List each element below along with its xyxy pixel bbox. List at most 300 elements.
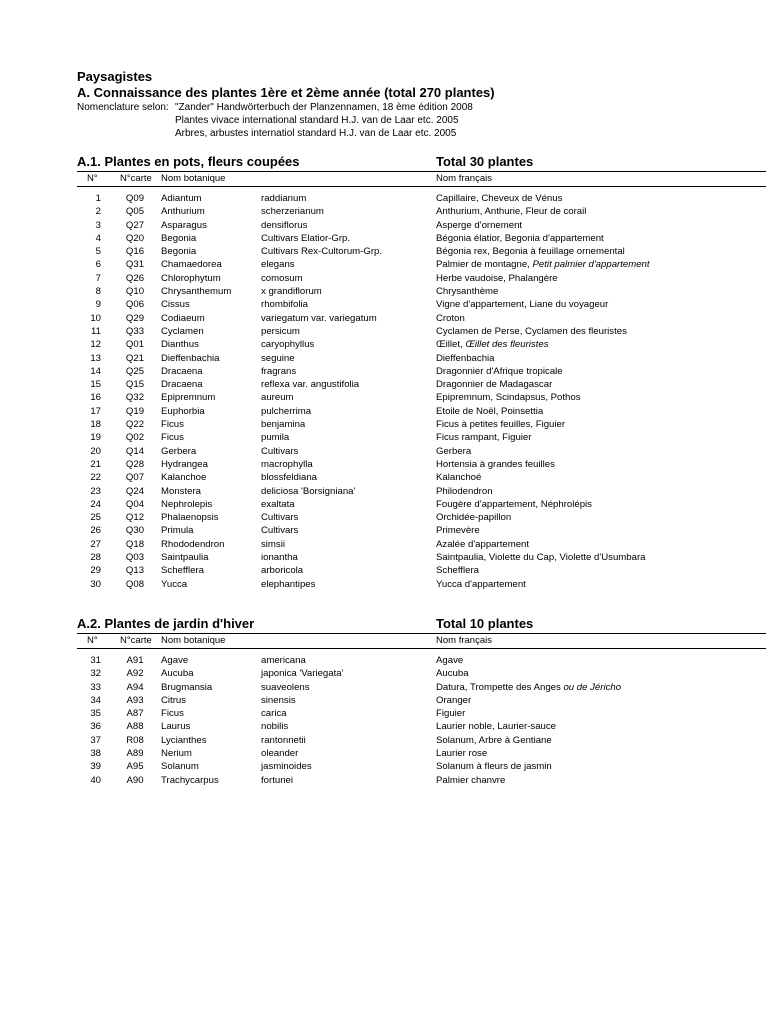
column-header-number: N° (87, 173, 98, 184)
french-name-text: Oranger (436, 694, 472, 706)
species-name: Cultivars (261, 512, 299, 524)
table-row (77, 285, 766, 298)
genus-name: Kalanchoe (161, 472, 207, 484)
genus-name: Chrysanthemum (161, 286, 232, 298)
french-name (436, 774, 505, 787)
column-header-botanical: Nom botanique (161, 635, 226, 646)
table-row (77, 205, 766, 218)
species-name: macrophylla (261, 458, 313, 470)
french-name (436, 258, 650, 271)
species-name: elephantipes (261, 578, 316, 590)
card-number: Q33 (125, 325, 145, 337)
row-number: 23 (90, 485, 101, 497)
card-number: Q08 (125, 578, 145, 590)
card-number: Q09 (125, 193, 145, 204)
table-row (77, 232, 766, 245)
french-name (436, 681, 621, 694)
french-name (436, 285, 498, 298)
card-number: Q03 (125, 552, 145, 564)
species-name: comosum (261, 272, 303, 284)
french-name (436, 720, 556, 733)
section-title: A.2. Plantes de jardin d'hiver (77, 616, 255, 631)
french-name (436, 338, 549, 351)
french-name (436, 667, 469, 680)
genus-name: Nephrolepis (161, 498, 213, 510)
table-row (77, 667, 766, 680)
row-number: 4 (95, 232, 101, 244)
column-header-french: Nom français (436, 635, 492, 646)
genus-name: Chlorophytum (161, 272, 221, 284)
french-name (436, 391, 581, 404)
row-number: 10 (90, 312, 101, 324)
species-name: raddianum (261, 193, 307, 204)
card-number: Q02 (125, 432, 145, 444)
table-row (77, 338, 766, 351)
row-number: 5 (95, 246, 101, 258)
species-name: elegans (261, 259, 295, 271)
row-number: 25 (90, 512, 101, 524)
table-row (77, 192, 766, 205)
table-row (77, 312, 766, 325)
french-name-text: Agave (436, 655, 464, 666)
species-name: Cultivars Elatior-Grp. (261, 232, 351, 244)
card-number: A92 (126, 668, 144, 680)
row-number: 32 (90, 668, 101, 680)
card-number: Q28 (125, 458, 145, 470)
species-name: suaveolens (261, 681, 310, 693)
french-name (436, 458, 555, 471)
column-header-card: N°carte (120, 173, 152, 184)
species-name: Cultivars Rex-Cultorum-Grp. (261, 246, 383, 258)
row-number: 11 (91, 325, 101, 337)
species-name: americana (261, 655, 306, 666)
row-number: 18 (90, 419, 101, 431)
card-number: Q13 (125, 565, 145, 577)
french-name-text: Cyclamen de Perse, Cyclamen des fleuristes (436, 325, 627, 337)
genus-name: Saintpaulia (161, 552, 209, 564)
french-name-text: Fougère d'appartement, Néphrolépis (436, 498, 592, 510)
plant-table-a1 (77, 192, 766, 591)
french-name (436, 445, 471, 458)
row-number: 7 (95, 272, 101, 284)
row-number: 27 (90, 538, 101, 550)
french-name-text: Dragonnier de Madagascar (436, 379, 553, 391)
document-subtitle: A. Connaissance des plantes 1ère et 2ème année (total 270 plantes) (77, 85, 495, 100)
genus-name: Ficus (161, 708, 184, 720)
document-title: Paysagistes (77, 69, 153, 84)
table-row (77, 445, 766, 458)
table-row (77, 418, 766, 431)
card-number: Q29 (125, 312, 145, 324)
french-name (436, 707, 465, 720)
french-name-text: Saintpaulia, Violette du Cap, Violette d'Usumbara (436, 552, 646, 564)
table-row (77, 720, 766, 733)
species-name: fortunei (261, 774, 293, 786)
card-number: Q01 (125, 339, 145, 351)
species-name: benjamina (261, 419, 306, 431)
species-name: scherzerianum (261, 206, 324, 218)
species-name: jasminoides (261, 761, 312, 773)
section-total: Total 30 plantes (436, 154, 534, 169)
genus-name: Agave (161, 655, 189, 666)
genus-name: Euphorbia (161, 405, 205, 417)
nomenclature-line: Plantes vivace international standard H.J. van de Laar etc. 2005 (175, 115, 459, 126)
french-name-text: Aucuba (436, 668, 469, 680)
genus-name: Monstera (161, 485, 201, 497)
table-row (77, 391, 766, 404)
row-number: 26 (90, 525, 101, 537)
genus-name: Asparagus (161, 219, 207, 231)
species-name: aureum (261, 392, 294, 404)
card-number: A94 (126, 681, 144, 693)
french-name-text: Gerbera (436, 445, 472, 457)
french-name-italic: Petit palmier d'appartement (532, 259, 650, 271)
table-header (77, 171, 766, 187)
table-header (77, 633, 766, 649)
genus-name: Begonia (161, 246, 197, 258)
card-number: Q30 (125, 525, 145, 537)
card-number: A87 (126, 708, 144, 720)
table-row (77, 365, 766, 378)
row-number: 38 (90, 748, 101, 760)
french-name-text: Kalanchoé (436, 472, 482, 484)
french-name-text: Chrysanthème (436, 286, 499, 298)
genus-name: Dracaena (161, 379, 203, 391)
genus-name: Begonia (161, 232, 197, 244)
french-name (436, 578, 526, 591)
genus-name: Anthurium (161, 206, 205, 218)
species-name: persicum (261, 325, 300, 337)
table-row (77, 654, 766, 667)
table-row (77, 734, 766, 747)
table-row (77, 578, 766, 591)
french-name-text: Etoile de Noël, Poinsettia (436, 405, 544, 417)
species-name: pulcherrima (261, 405, 312, 417)
table-row (77, 747, 766, 760)
card-number: A91 (126, 655, 144, 666)
species-name: exaltata (261, 498, 295, 510)
species-name: arboricola (261, 565, 304, 577)
card-number: Q20 (125, 232, 145, 244)
genus-name: Ficus (161, 419, 184, 431)
table-row (77, 485, 766, 498)
row-number: 6 (95, 259, 101, 271)
table-row (77, 378, 766, 391)
french-name-text: Laurier rose (436, 748, 488, 760)
table-row (77, 564, 766, 577)
french-name (436, 418, 565, 431)
species-name: Cultivars (261, 525, 299, 537)
row-number: 36 (90, 721, 101, 733)
french-name (436, 245, 625, 258)
table-row (77, 681, 766, 694)
french-name (436, 471, 481, 484)
table-row (77, 458, 766, 471)
genus-name: Chamaedorea (161, 259, 222, 271)
species-name: simsii (261, 538, 285, 550)
card-number: A90 (126, 774, 144, 786)
genus-name: Primula (161, 525, 194, 537)
table-row (77, 258, 766, 271)
genus-name: Yucca (161, 578, 188, 590)
french-name (436, 352, 495, 365)
table-row (77, 272, 766, 285)
row-number: 20 (90, 445, 101, 457)
genus-name: Nerium (161, 748, 192, 760)
genus-name: Codiaeum (161, 312, 205, 324)
french-name (436, 694, 471, 707)
genus-name: Citrus (161, 694, 187, 706)
species-name: caryophyllus (261, 339, 315, 351)
species-name: densiflorus (261, 219, 308, 231)
nomenclature-line: "Zander" Handwörterbuch der Planzennamen, 18 ème édition 2008 (175, 102, 473, 113)
french-name (436, 524, 480, 537)
french-name (436, 654, 463, 667)
row-number: 40 (90, 774, 101, 786)
table-row (77, 498, 766, 511)
species-name: seguine (261, 352, 295, 364)
card-number: Q26 (125, 272, 145, 284)
table-row (77, 538, 766, 551)
card-number: Q21 (125, 352, 145, 364)
french-name (436, 272, 558, 285)
french-name (436, 734, 552, 747)
row-number: 28 (90, 552, 101, 564)
section-title: A.1. Plantes en pots, fleurs coupées (77, 154, 300, 169)
french-name (436, 365, 563, 378)
french-name (436, 485, 493, 498)
card-number: Q25 (125, 365, 145, 377)
genus-name: Adiantum (161, 193, 202, 204)
french-name-text: Asperge d'ornement (436, 219, 523, 231)
card-number: A95 (126, 761, 144, 773)
row-number: 1 (95, 193, 101, 204)
french-name-text: Œillet, (436, 339, 466, 351)
row-number: 15 (90, 379, 101, 391)
row-number: 3 (95, 219, 101, 231)
species-name: rantonnetii (261, 734, 306, 746)
table-row (77, 694, 766, 707)
column-header-card: N°carte (120, 635, 152, 646)
table-row (77, 524, 766, 537)
french-name (436, 378, 552, 391)
row-number: 31 (90, 655, 101, 666)
french-name (436, 405, 543, 418)
table-row (77, 245, 766, 258)
french-name-text: Ficus à petites feuilles, Figuier (436, 419, 566, 431)
genus-name: Gerbera (161, 445, 197, 457)
french-name (436, 760, 552, 773)
species-name: pumila (261, 432, 290, 444)
table-row (77, 511, 766, 524)
card-number: Q10 (125, 286, 145, 298)
table-row (77, 760, 766, 773)
table-row (77, 325, 766, 338)
genus-name: Laurus (161, 721, 191, 733)
card-number: A89 (126, 748, 144, 760)
table-row (77, 551, 766, 564)
row-number: 33 (90, 681, 101, 693)
card-number: Q14 (125, 445, 145, 457)
french-name-text: Philodendron (436, 485, 493, 497)
french-name (436, 551, 645, 564)
french-name-text: Palmier de montagne, (436, 259, 533, 271)
french-name (436, 431, 531, 444)
row-number: 19 (90, 432, 101, 444)
french-name-text: Figuier (436, 708, 466, 720)
table-row (77, 405, 766, 418)
french-name-italic: ou de Jéricho (563, 681, 622, 693)
species-name: nobilis (261, 721, 289, 733)
french-name-text: Laurier noble, Laurier-sauce (436, 721, 556, 733)
french-name-text: Ficus rampant, Figuier (436, 432, 532, 444)
card-number: Q31 (125, 259, 145, 271)
column-header-french: Nom français (436, 173, 492, 184)
genus-name: Solanum (161, 761, 199, 773)
species-name: japonica 'Variegata' (261, 668, 344, 680)
nomenclature-line: Arbres, arbustes internatiol standard H.J. van de Laar etc. 2005 (175, 128, 457, 139)
card-number: A88 (126, 721, 144, 733)
french-name-text: Hortensia à grandes feuilles (436, 458, 555, 470)
row-number: 39 (90, 761, 101, 773)
french-name-text: Bégonia élatior, Begonia d'appartement (436, 232, 604, 244)
table-row (77, 219, 766, 232)
row-number: 17 (90, 405, 101, 417)
card-number: Q32 (125, 392, 145, 404)
card-number: Q18 (125, 538, 145, 550)
genus-name: Brugmansia (161, 681, 213, 693)
row-number: 12 (90, 339, 101, 351)
species-name: oleander (261, 748, 299, 760)
card-number: Q19 (125, 405, 145, 417)
column-header-botanical: Nom botanique (161, 173, 226, 184)
nomenclature-label: Nomenclature selon: (77, 102, 169, 113)
french-name (436, 232, 604, 245)
french-name-text: Vigne d'appartement, Liane du voyageur (436, 299, 609, 311)
genus-name: Trachycarpus (161, 774, 219, 786)
genus-name: Aucuba (161, 668, 194, 680)
genus-name: Lycianthes (161, 734, 207, 746)
card-number: Q12 (125, 512, 145, 524)
table-row (77, 774, 766, 787)
genus-name: Rhododendron (161, 538, 225, 550)
card-number: R08 (126, 734, 144, 746)
french-name (436, 747, 487, 760)
row-number: 13 (90, 352, 101, 364)
french-name-text: Capillaire, Cheveux de Vénus (436, 193, 563, 204)
french-name (436, 511, 511, 524)
french-name (436, 325, 627, 338)
genus-name: Dracaena (161, 365, 203, 377)
french-name-text: Dragonnier d'Afrique tropicale (436, 365, 563, 377)
card-number: Q16 (125, 246, 145, 258)
genus-name: Schefflera (161, 565, 205, 577)
card-number: Q06 (125, 299, 145, 311)
french-name-text: Solanum, Arbre à Gentiane (436, 734, 552, 746)
row-number: 8 (95, 286, 101, 298)
row-number: 14 (90, 365, 101, 377)
species-name: ionantha (261, 552, 298, 564)
french-name-text: Datura, Trompette des Anges (436, 681, 564, 693)
french-name-text: Orchidée-papillon (436, 512, 512, 524)
table-row (77, 431, 766, 444)
species-name: variegatum var. variegatum (261, 312, 377, 324)
genus-name: Cyclamen (161, 325, 204, 337)
row-number: 29 (90, 565, 101, 577)
card-number: Q27 (125, 219, 145, 231)
row-number: 2 (95, 206, 101, 218)
french-name (436, 298, 608, 311)
french-name (436, 192, 562, 205)
card-number: Q22 (125, 419, 145, 431)
french-name (436, 538, 529, 551)
french-name-text: Primevère (436, 525, 480, 537)
french-name-text: Azalée d'appartement (436, 538, 530, 550)
section-total: Total 10 plantes (436, 616, 534, 631)
species-name: sinensis (261, 694, 296, 706)
row-number: 21 (90, 458, 101, 470)
genus-name: Ficus (161, 432, 184, 444)
row-number: 37 (90, 734, 101, 746)
table-row (77, 352, 766, 365)
genus-name: Hydrangea (161, 458, 208, 470)
species-name: x grandiflorum (261, 286, 322, 298)
genus-name: Phalaenopsis (161, 512, 219, 524)
french-name (436, 312, 465, 325)
genus-name: Dianthus (161, 339, 199, 351)
french-name (436, 498, 592, 511)
french-name (436, 219, 522, 232)
species-name: deliciosa 'Borsigniana' (261, 485, 356, 497)
row-number: 34 (90, 694, 101, 706)
french-name (436, 205, 586, 218)
plant-table-a2 (77, 654, 766, 787)
card-number: Q04 (125, 498, 145, 510)
genus-name: Cissus (161, 299, 190, 311)
row-number: 24 (90, 498, 101, 510)
french-name-text: Herbe vaudoise, Phalangère (436, 272, 558, 284)
card-number: Q05 (125, 206, 145, 218)
row-number: 35 (90, 708, 101, 720)
species-name: reflexa var. angustifolia (261, 379, 360, 391)
row-number: 9 (95, 299, 101, 311)
table-row (77, 707, 766, 720)
french-name (436, 564, 479, 577)
species-name: rhombifolia (261, 299, 308, 311)
table-row (77, 298, 766, 311)
card-number: Q24 (125, 485, 145, 497)
species-name: carica (261, 708, 287, 720)
species-name: blossfeldiana (261, 472, 318, 484)
card-number: A93 (126, 694, 144, 706)
species-name: fragrans (261, 365, 297, 377)
table-row (77, 471, 766, 484)
french-name-text: Yucca d'appartement (436, 578, 526, 590)
card-number: Q15 (125, 379, 145, 391)
species-name: Cultivars (261, 445, 299, 457)
french-name-text: Palmier chanvre (436, 774, 506, 786)
row-number: 16 (90, 392, 101, 404)
french-name-italic: Œillet des fleuristes (465, 339, 549, 351)
french-name-text: Dieffenbachia (436, 352, 495, 364)
row-number: 22 (90, 472, 101, 484)
card-number: Q07 (125, 472, 145, 484)
french-name-text: Epipremnum, Scindapsus, Pothos (436, 392, 581, 404)
column-header-number: N° (87, 635, 98, 646)
genus-name: Dieffenbachia (161, 352, 220, 364)
french-name-text: Anthurium, Anthurie, Fleur de corail (436, 206, 587, 218)
french-name-text: Bégonia rex, Begonia à feuillage ornemental (436, 246, 625, 258)
